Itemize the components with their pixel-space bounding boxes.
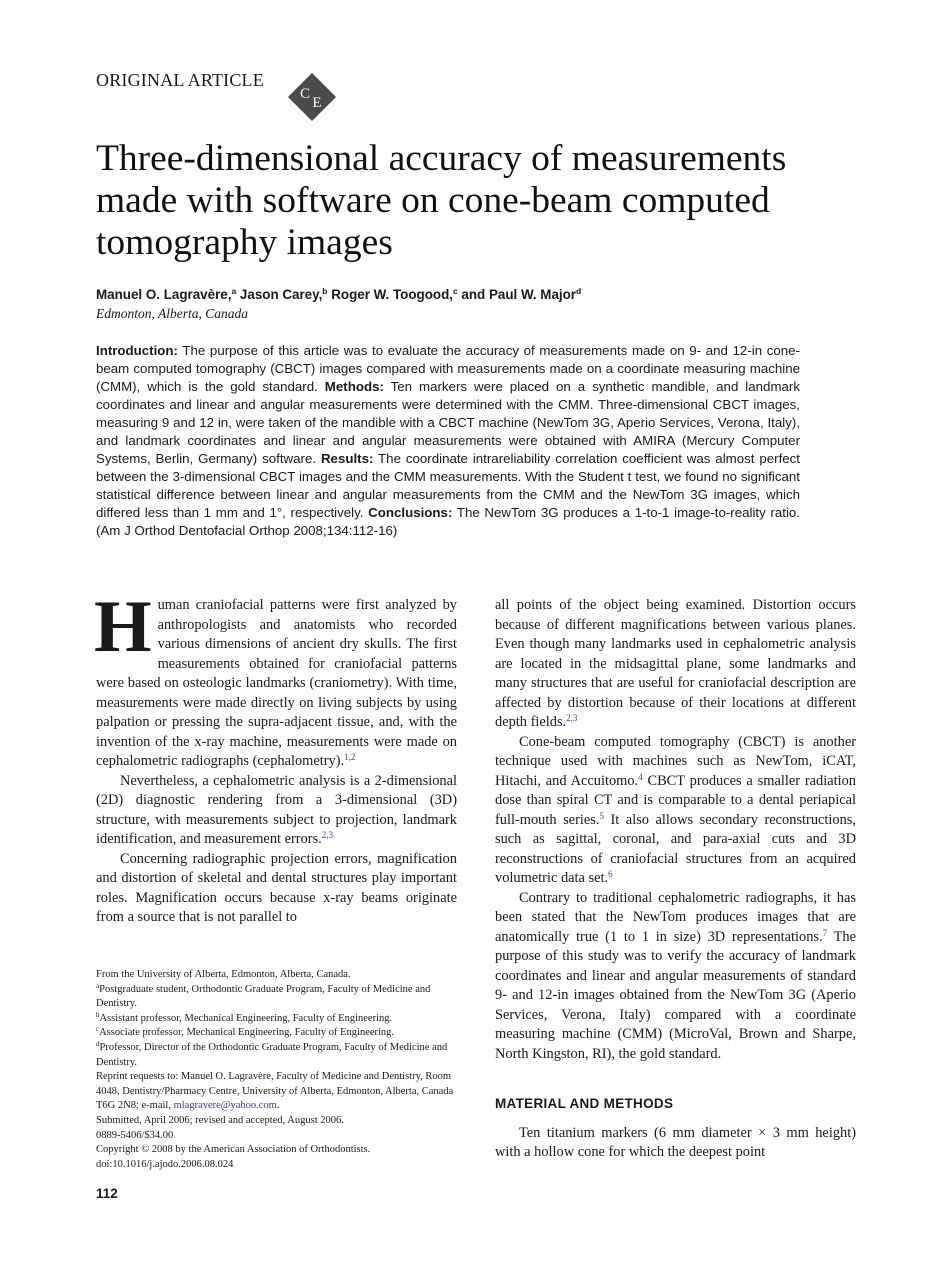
abstract-conclusions-label: Conclusions:: [368, 505, 453, 520]
paragraph-text: Ten titanium markers (6 mm diameter × 3 mm height) with a hollow cone for which the deepest point: [495, 1124, 856, 1160]
footnote-text: Postgraduate student, Orthodontic Graduate Program, Faculty of Medicine and Dentistry.: [96, 983, 431, 1010]
abstract-results-label: Results:: [320, 451, 374, 466]
footnote-mark: a: [96, 981, 100, 990]
paragraph-text: The purpose of this study was to verify the accuracy of landmark coordinates and linear and angular measurements of standard 9- and 12-in images obtained from the NewTom 3G (Aperio Services, Verona, Italy) compared with a coordinate measuring machine (CMM) (MicroVal, Brown and Sharpe, North Kingston, RI), the gold standard.: [495, 928, 856, 1062]
ce-badge-icon: [287, 72, 337, 122]
author-name: Manuel O. Lagravère,: [96, 287, 232, 302]
citation-link[interactable]: 5: [599, 810, 604, 821]
citation-link[interactable]: 2,3: [566, 713, 578, 723]
paragraph-text: all points of the object being examined. Distortion occurs because of different magnifications between various planes. Even though many landmarks used in cephalometric analysis are located in the midsagittal plane, some landmarks and many structures that are useful for craniofacial description are affected by distortion because of their locations at different depth fields.: [495, 597, 856, 730]
footnote-text: Professor, Director of the Orthodontic Graduate Program, Faculty of Medicine and Dentistry.: [96, 1041, 448, 1068]
body-paragraph: [495, 733, 856, 889]
author-name: Roger W. Toogood,: [331, 287, 453, 302]
footnote-institution: From the University of Alberta, Edmonton, Alberta, Canada.: [96, 969, 351, 980]
footnote-text: Associate professor, Mechanical Engineering, Faculty of Engineering.: [99, 1027, 395, 1039]
body-column-left: [94, 586, 457, 928]
body-paragraph: [495, 1124, 856, 1163]
footnote-text: Reprint requests to: Manuel O. Lagravère, Faculty of Medicine and Dentistry, Room 4048, Dentistry/Pharmacy Centre, University of Alberta, Edmonton, Alberta, Canada T6G 2N8; e-mail,: [96, 1071, 454, 1112]
footnote-text: .: [276, 1100, 280, 1112]
ce-badge-letter-c: C: [299, 86, 311, 102]
footnote-mark: c: [96, 1025, 100, 1034]
footnote-author-a: [96, 983, 457, 1012]
body-paragraph: [94, 586, 457, 772]
citation-link[interactable]: 2,3: [321, 830, 334, 840]
paragraph-text: Concerning radiographic projection errors, magnification and distortion of skeletal and dental structures play important roles. Magnification occurs because x-ray beams originate from a source that is not parallel to: [96, 850, 457, 925]
footnote-author-d: [96, 1041, 457, 1070]
author-list: [96, 286, 581, 302]
body-paragraph: [96, 850, 457, 928]
paragraph-text: Contrary to traditional cephalometric radiographs, it has been stated that the NewTom produces images that are anatomically true (1 to 1 in size) 3D representations.: [495, 889, 856, 945]
footnote-submitted: Submitted, April 2006; revised and accepted, August 2006.: [96, 1114, 344, 1126]
author-affiliation-mark: d: [576, 286, 582, 296]
ce-badge-letter-e: E: [312, 95, 322, 111]
citation-link[interactable]: 6: [608, 869, 613, 879]
drop-cap: H: [94, 586, 152, 668]
article-type-label: ORIGINAL ARTICLE: [96, 70, 264, 90]
author-separator: and: [457, 287, 489, 302]
author-affiliation-mark: c: [452, 286, 458, 296]
body-paragraph: [495, 596, 856, 733]
footnote-doi: doi:10.1016/j.ajodo.2006.08.024: [96, 1158, 234, 1170]
author-location: Edmonton, Alberta, Canada: [96, 306, 249, 321]
citation-link[interactable]: 4: [638, 771, 643, 782]
article-title: Three-dimensional accuracy of measurements made with software on cone-beam computed tomography images: [96, 138, 787, 263]
paragraph-text: Nevertheless, a cephalometric analysis is a 2-dimensional (2D) diagnostic rendering from a 3-dimensional (3D) structure, with measurements subject to projection, landmark identification, and measurement errors.: [96, 772, 457, 847]
footnote-text: Assistant professor, Mechanical Engineering, Faculty of Engineering.: [99, 1012, 393, 1024]
paragraph-text: Cone-beam computed tomography (CBCT) is another technique used with machines such as NewTom, iCAT, Hitachi, and Accuitomo.: [495, 733, 856, 789]
body-paragraph: [495, 889, 856, 1065]
body-column-right: [495, 596, 856, 1163]
footnotes: [96, 968, 457, 1172]
author-affiliation-mark: b: [322, 286, 328, 296]
footnote-issn: 0889-5406/$34.00: [96, 1129, 174, 1141]
abstract-methods-text: Ten markers were placed on a synthetic mandible, and landmark coordinates and linear and angular measurements were determined with the CMM. Three-dimensional CBCT images, measuring 9 and 12 in, were taken of the mandible with a CBCT machine (NewTom 3G, Aperio Services, Verona, Italy), and landmark coordinates and linear and angular measurements were obtained with AMIRA (Mercury Computer Systems, Berlin, Germany) software.: [96, 379, 800, 466]
abstract: [96, 342, 800, 540]
author-affiliation-mark: a: [231, 286, 237, 296]
author-name: Jason Carey,: [239, 287, 323, 302]
footnote-author-b: [96, 1012, 457, 1027]
abstract-methods-label: Methods:: [324, 379, 384, 394]
page-number: 112: [96, 1186, 118, 1201]
abstract-results-text: The coordinate intrareliability correlation coefficient was almost perfect between the 3-dimensional CBCT images and the CMM measurements. With the Student t test, we found no significant statistical difference between linear and angular measurements from the CMM and the NewTom 3G images, which differed less than 1 mm and 1°, respectively.: [96, 451, 800, 520]
paragraph-text: uman craniofacial patterns were first analyzed by anthropologists and anatomists who recorded various dimensions of ancient dry skulls. The first measurements obtained for craniofacial patterns were based on osteologic landmarks (craniometry). With time, measurements were made directly on living subjects by using palpation or pressing the supra-adjacent tissue, and, with the invention of the x-ray machine, measurements were made on cephalometric radiographs (cephalometry).: [96, 597, 457, 769]
footnote-author-c: [96, 1026, 457, 1041]
citation-link[interactable]: 7: [822, 927, 828, 938]
footnote-reprint: [96, 1070, 457, 1114]
footnote-mark: b: [96, 1010, 100, 1019]
paragraph-text: It also allows secondary reconstructions, such as sagittal, coronal, and para-axial cuts and 3D reconstructions of craniofacial structures from an acquired volumetric data set.: [495, 811, 856, 886]
section-heading: MATERIAL AND METHODS: [495, 1096, 674, 1111]
citation-link[interactable]: 1,2: [344, 752, 356, 762]
author-name: Paul W. Major: [488, 287, 577, 302]
paragraph-text: CBCT produces a smaller radiation dose than spiral CT and is comparable to a dental periapical full-mouth series.: [495, 772, 856, 828]
abstract-intro-label: Introduction:: [96, 343, 178, 358]
abstract-conclusions-text: The NewTom 3G produces a 1-to-1 image-to-reality ratio. (Am J Orthod Dentofacial Orthop 2008;134:112-16): [96, 505, 800, 538]
footnote-copyright: Copyright © 2008 by the American Association of Orthodontists.: [96, 1144, 371, 1156]
footnote-mark: d: [96, 1039, 100, 1048]
email-link[interactable]: mlagravere@yahoo.com: [173, 1100, 277, 1112]
body-paragraph: [96, 772, 457, 850]
abstract-intro-text: The purpose of this article was to evaluate the accuracy of measurements made on 9- and 12-in cone-beam computed tomography (CBCT) images compared with measurements made on a coordinate measuring machine (CMM), which is the gold standard.: [96, 343, 800, 394]
